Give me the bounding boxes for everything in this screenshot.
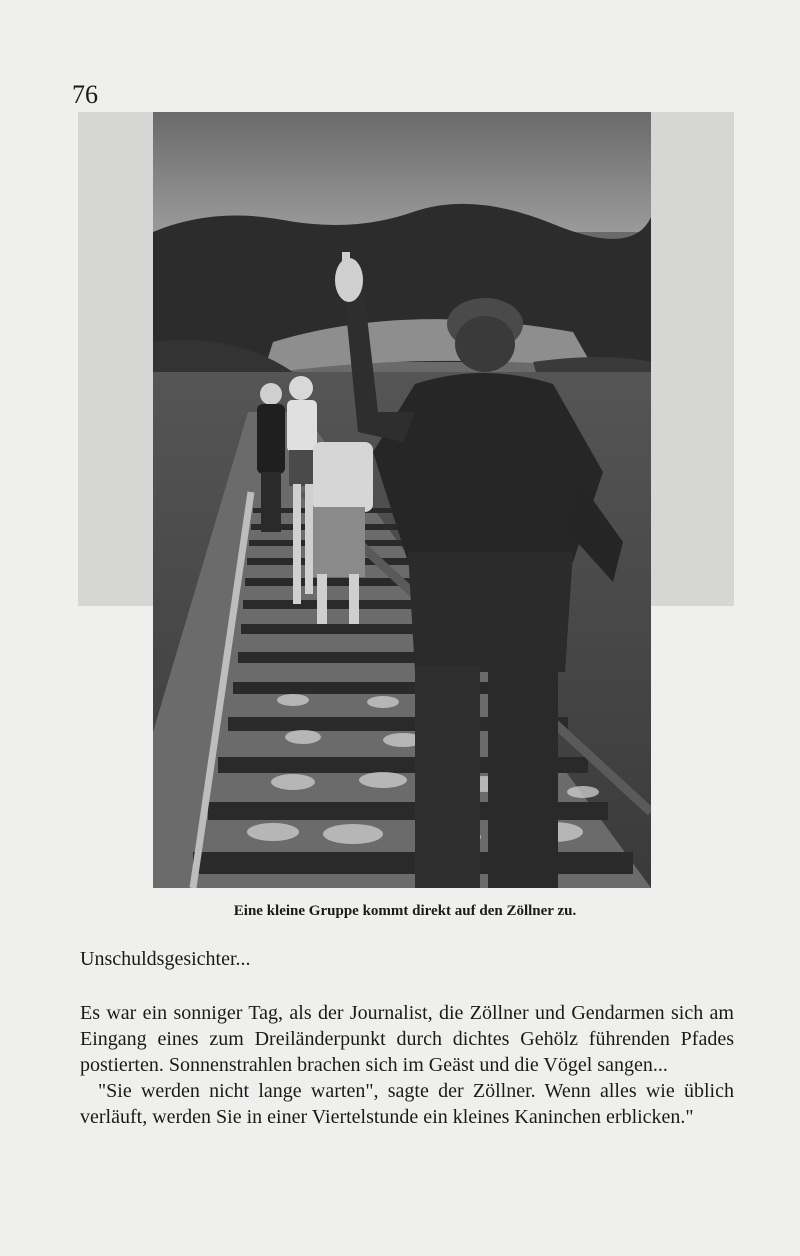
paragraph-2: Es war ein sonniger Tag, als der Journalist, die Zöllner und Gendarmen sich am Eingang eines zum Dreiländerpunkt durch dichtes Gehölz führenden Pfades postierten. Sonnenstrahlen brachen sich im Geäst und die Vögel sangen... <box>80 1002 734 1076</box>
figure-caption: Eine kleine Gruppe kommt direkt auf den Zöllner zu. <box>233 903 577 919</box>
paragraph-3: "Sie werden nicht lange warten", sagte der Zöllner. Wenn alles wie üblich verläuft, werden Sie in einer Viertelstunde ein kleines Kaninchen erblicken." <box>80 1080 734 1128</box>
page-number: 76 <box>72 80 98 109</box>
paragraph-1: Unschuldsgesichter... <box>80 948 251 970</box>
photograph <box>153 112 651 888</box>
body-text <box>80 946 734 1130</box>
photo-customs-officer-children-railway <box>153 112 651 888</box>
